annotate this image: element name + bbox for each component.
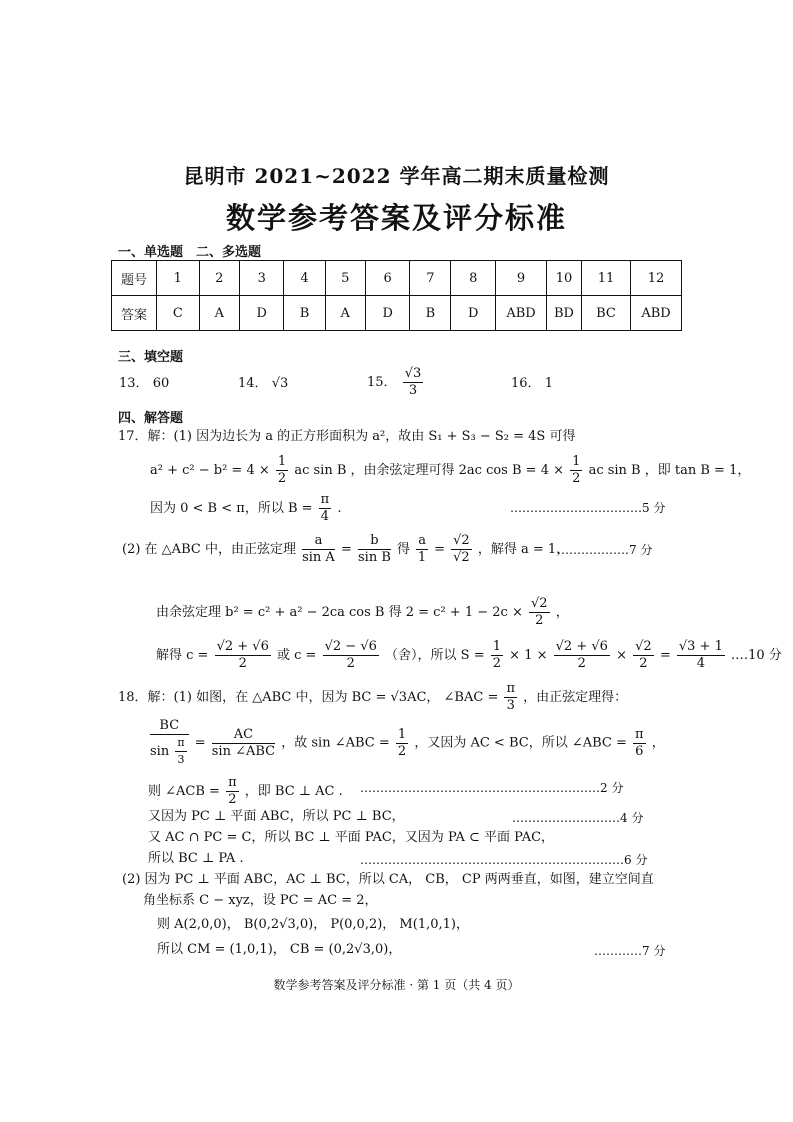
section-fill-heading: 三、填空题 — [118, 350, 184, 365]
answer-table-number-row — [112, 261, 682, 296]
answer-cell: A — [199, 296, 239, 331]
question-number-cell: 1 — [157, 261, 200, 296]
denominator — [150, 735, 189, 768]
fraction-half — [396, 727, 408, 760]
answer-cell: B — [410, 296, 451, 331]
q18-line-6: 所以 BC ⊥ PA . — [148, 851, 244, 866]
denominator: 2 — [277, 471, 287, 486]
fraction-pi-2 — [226, 775, 239, 808]
fraction-a-sinA — [302, 533, 335, 566]
text: 则 ∠ACB = — [148, 784, 220, 799]
score-5: ……………………………5 分 — [510, 501, 666, 515]
document-title: 昆明市 2021~2022 学年高二期末质量检测 — [183, 164, 610, 188]
q18-line-4: 又因为 PC ⊥ 平面 ABC，所以 PC ⊥ BC， — [148, 809, 405, 824]
numerator: 1 — [397, 726, 407, 742]
answer-cell: A — [325, 296, 365, 331]
answer-table — [111, 260, 682, 331]
q18-line-5: 又 AC ∩ PC = C，所以 BC ⊥ 平面 PAC，又因为 PA ⊂ 平面 PAC， — [148, 830, 555, 845]
q17-line-3 — [150, 492, 342, 525]
numerator: √3 — [404, 366, 422, 381]
q18-part2-line-2: 角坐标系 C − xyz，设 PC = AC = 2， — [143, 893, 378, 908]
answer-cell: BC — [582, 296, 631, 331]
question-number-cell: 4 — [284, 261, 325, 296]
score-6: …………………………………………………………6 分 — [360, 853, 648, 867]
q17-line-1: 17．解：(1) 因为边长为 a 的正方形面积为 a²，故由 S₁ + S₃ − S₂ = 4S 可得 — [118, 429, 576, 444]
section-choice-heading: 一、单选题 二、多选题 — [118, 245, 262, 260]
text: ， — [555, 605, 569, 620]
text: × — [616, 648, 627, 663]
fraction-area — [677, 639, 725, 672]
fill-answer-15 — [367, 366, 425, 399]
denominator: 2 — [572, 471, 581, 486]
text: ，故 sin ∠ABC = — [281, 735, 390, 751]
question-number: 15． — [367, 375, 397, 390]
fraction — [403, 366, 424, 399]
numerator: π — [635, 726, 644, 742]
text: 因为 0 < B < π，所以 B = — [150, 501, 313, 516]
q18-line-1 — [118, 681, 627, 714]
question-number-cell: 11 — [582, 261, 631, 296]
numerator: √2 — [453, 533, 470, 548]
numerator: AC — [212, 727, 275, 744]
row-label-answer: 答案 — [112, 296, 157, 331]
question-number-cell: 12 — [631, 261, 682, 296]
text: 由余弦定理 b² = c² + a² − 2ca cos B 得 2 = c² + 1 − 2c × — [156, 605, 523, 620]
numerator: √2 + √6 — [216, 639, 269, 654]
sin-label: sin — [150, 744, 170, 759]
question-number-cell: 8 — [451, 261, 496, 296]
denominator: 2 — [577, 656, 586, 671]
question-number: 16． — [511, 376, 541, 391]
q18-line-2: BC sin $\frac{\pi}{3}$ = $\frac{AC}{\text{sin ∠ABC}}$ ，故 sin ∠ABC = $\frac{1}{2}$ ，又因为 AC < BC，所以 ∠ABC = $\frac{\pi}{6}$ ， — [150, 718, 665, 766]
answer-cell: ABD — [496, 296, 547, 331]
answer-cell: D — [365, 296, 409, 331]
text: . — [337, 501, 342, 516]
question-number: 14． — [238, 376, 268, 391]
numerator: 1 — [492, 639, 502, 654]
numerator: √2 + √6 — [555, 639, 608, 654]
text: ac sin B ，即 tan B = 1， — [588, 463, 751, 478]
fraction-pi-4 — [319, 492, 332, 525]
numerator: 1 — [277, 454, 287, 469]
text: × 1 × — [509, 648, 548, 663]
text: 或 c = — [277, 648, 317, 663]
fraction-half — [570, 454, 582, 487]
numerator: a — [418, 533, 426, 548]
text: ，由正弦定理得： — [523, 690, 628, 705]
numerator: π — [506, 681, 516, 696]
text: 解得 c = — [156, 648, 209, 663]
fraction-pi-3 — [504, 681, 517, 714]
numerator: π — [175, 735, 186, 752]
text: 得 — [397, 542, 411, 557]
text: (2) 在 △ABC 中，由正弦定理 — [122, 542, 296, 557]
section-solve-heading: 四、解答题 — [118, 411, 184, 426]
document-subtitle: 数学参考答案及评分标准 — [225, 201, 567, 235]
fill-answer-13 — [119, 375, 169, 393]
fraction-c2 — [323, 639, 379, 672]
fraction-c1 — [215, 639, 271, 672]
numerator: π — [320, 492, 330, 507]
score-10: .…10 分 — [730, 648, 782, 663]
fraction-a-half — [416, 533, 428, 566]
text: ，解得 a = 1， — [477, 542, 570, 557]
text: ，即 BC ⊥ AC . — [244, 784, 343, 799]
numerator: √2 − √6 — [324, 639, 377, 654]
answer-cell: BD — [547, 296, 582, 331]
numerator: BC — [150, 718, 189, 735]
denominator: 3 — [506, 698, 515, 713]
denominator: 2 — [228, 792, 237, 807]
text: ， — [651, 735, 665, 751]
denominator: sin B — [358, 550, 391, 565]
denominator: 1 — [417, 550, 427, 565]
fraction-half — [491, 639, 503, 672]
question-number-cell: 7 — [410, 261, 451, 296]
score-7: ………………7 分 — [557, 543, 653, 557]
q17-part2-line-1: (2) 在 △ABC 中，由正弦定理 $\frac{a}{\text{sin A}}$ = $\frac{b}{\text{sin B}}$ 得 $\frac{a}{1}$ = $\frac{√2}{√2}$ ，解得 a = 1， — [122, 533, 570, 565]
question-number-cell: 9 — [496, 261, 547, 296]
denominator: sin ∠ABC — [211, 743, 276, 759]
denominator: √2 — [453, 550, 470, 565]
text: 18．解：(1) 如图，在 △ABC 中，因为 BC = √3AC， ∠BAC = — [118, 690, 499, 705]
answer-cell: D — [451, 296, 496, 331]
answer-cell: D — [240, 296, 284, 331]
fraction-sqrt2 — [451, 533, 472, 566]
numerator: √2 — [635, 639, 652, 654]
fraction-pi-3 — [175, 735, 186, 768]
denominator: 3 — [408, 383, 418, 398]
fraction-b-sinB — [358, 533, 391, 566]
answer-value: 60 — [152, 376, 170, 391]
fraction-half — [276, 454, 288, 487]
answer-cell: ABD — [631, 296, 682, 331]
score-7b: …………7 分 — [594, 944, 666, 958]
fill-answer-16 — [511, 375, 553, 393]
row-label-number: 题号 — [112, 261, 157, 296]
page-footer: 数学参考答案及评分标准 · 第 1 页（共 4 页） — [273, 978, 520, 992]
numerator: a — [302, 533, 335, 550]
text: a² + c² − b² = 4 × — [150, 463, 270, 478]
numerator: √2 — [530, 596, 548, 611]
answer-cell: C — [157, 296, 200, 331]
q18-part2-line-3: 则 A(2,0,0)， B(0,2√3,0)， P(0,0,2)， M(1,0,1)， — [157, 917, 469, 932]
q17-part2-line-3 — [156, 639, 782, 672]
text: ac sin B ，由余弦定理可得 2ac cos B = 4 × — [294, 463, 564, 478]
score-2: ……………………………………………………2 分 — [360, 781, 624, 795]
denominator: 2 — [535, 613, 544, 628]
q17-line-2 — [150, 454, 750, 487]
fraction-pi-6 — [633, 727, 646, 760]
denominator: 2 — [346, 656, 355, 671]
q18-line-3 — [148, 775, 343, 808]
question-number-cell: 10 — [547, 261, 582, 296]
fraction-sqrt2-2 — [529, 596, 550, 629]
denominator: 2 — [397, 743, 407, 759]
numerator: √3 + 1 — [678, 639, 723, 654]
question-number-cell: 3 — [240, 261, 284, 296]
numerator: 1 — [572, 454, 581, 469]
answer-cell: B — [284, 296, 325, 331]
fill-answer-14 — [238, 375, 288, 393]
fraction-sqrt2-2 — [633, 639, 654, 672]
text: ，又因为 AC < BC，所以 ∠ABC = — [414, 735, 627, 751]
denominator: 3 — [177, 753, 185, 766]
text: （舍），所以 S = — [385, 648, 485, 663]
answer-value: 1 — [544, 376, 553, 391]
denominator: 4 — [320, 509, 330, 524]
fraction-bc-sin — [150, 718, 189, 768]
numerator: π — [228, 775, 237, 790]
question-number-cell: 6 — [365, 261, 409, 296]
question-number-cell: 5 — [325, 261, 365, 296]
score-4: ………………………4 分 — [512, 811, 644, 825]
question-number-cell: 2 — [199, 261, 239, 296]
q18-part2-line-4: 所以 CM = (1,0,1)， CB = (0,2√3,0)， — [157, 942, 402, 957]
denominator: 2 — [639, 656, 648, 671]
fraction-ac-sinabc — [212, 727, 275, 760]
denominator: 2 — [238, 656, 247, 671]
answer-value: √3 — [271, 376, 289, 391]
denominator: 2 — [492, 656, 502, 671]
denominator: 6 — [635, 743, 644, 759]
q17-part2-line-2 — [156, 596, 569, 629]
answer-table-answer-row — [112, 296, 682, 331]
q18-part2-line-1: (2) 因为 PC ⊥ 平面 ABC，AC ⊥ BC，所以 CA， CB， CP 两两垂直，如图，建立空间直 — [122, 872, 654, 887]
denominator: sin A — [302, 550, 335, 565]
question-number: 13． — [119, 376, 149, 391]
numerator: b — [358, 533, 391, 550]
text: = — [659, 648, 671, 663]
fraction-c1 — [554, 639, 610, 672]
denominator: 4 — [696, 656, 705, 671]
